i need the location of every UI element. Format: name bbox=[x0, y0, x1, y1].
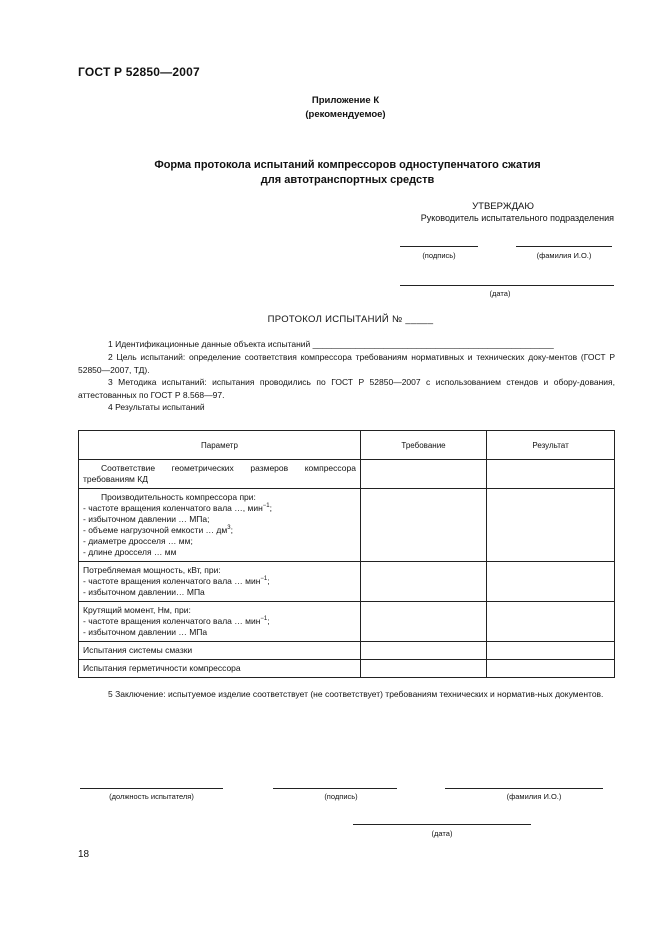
tester-name-line bbox=[445, 788, 603, 789]
item-1: 1 Идентификационные данные объекта испытаний ___________________________________________________ bbox=[108, 339, 554, 349]
param-lead: Испытания герметичности компрессора bbox=[83, 663, 241, 673]
param-lead: Крутящий момент, Нм, при: bbox=[83, 605, 191, 615]
table-row bbox=[79, 460, 615, 489]
requirement-cell bbox=[360, 489, 486, 562]
table-row bbox=[79, 642, 615, 660]
param-cell bbox=[79, 489, 361, 562]
item-2: 2 Цель испытаний: определение соответствия компрессора требованиям нормативных и технических доку-ментов (ГОСТ Р 52850—2007, ТД). bbox=[78, 352, 615, 375]
form-title-line-2: для автотранспортных средств bbox=[260, 174, 435, 186]
standard-code: ГОСТ Р 52850—2007 bbox=[78, 65, 200, 79]
param-line: - избыточном давлении… МПа bbox=[83, 587, 205, 597]
table-row bbox=[79, 489, 615, 562]
tester-date-caption: (дата) bbox=[431, 829, 453, 838]
tester-position-caption: (должность испытателя) bbox=[109, 792, 194, 801]
param-line: - объеме нагрузочной емкости … $дм^3$; bbox=[83, 525, 233, 535]
approval-date-line bbox=[400, 285, 614, 286]
approver-signature-caption: (подпись) bbox=[422, 251, 456, 260]
param-cell bbox=[79, 562, 361, 602]
tester-position-line bbox=[80, 788, 223, 789]
approver-name-caption: (фамилия И.О.) bbox=[536, 251, 592, 260]
requirement-cell bbox=[360, 460, 486, 489]
requirement-cell bbox=[360, 562, 486, 602]
param-line: - частоте вращения коленчатого вала … мин$^{-1}$; bbox=[83, 616, 270, 626]
param-lead: Испытания системы смазки bbox=[83, 645, 193, 655]
annex-subtitle: (рекомендуемое) bbox=[305, 109, 386, 120]
protocol-title: ПРОТОКОЛ ИСПЫТАНИЙ № _____ bbox=[267, 314, 434, 325]
param-line: - избыточном давлении … МПа; bbox=[83, 514, 210, 524]
approver-name-line bbox=[516, 246, 612, 247]
param-lead: Производительность компрессора при: bbox=[101, 492, 256, 502]
result-cell bbox=[487, 602, 615, 642]
item-3: 3 Методика испытаний: испытания проводились по ГОСТ Р 52850—2007 с использованием стендов и обору-дования, аттестованных по ГОСТ Р 8.568—97. bbox=[78, 377, 615, 400]
approval-date-caption: (дата) bbox=[489, 289, 511, 298]
param-lead: Потребляемая мощность, кВт, при: bbox=[83, 565, 221, 575]
result-cell bbox=[487, 562, 615, 602]
result-cell bbox=[487, 489, 615, 562]
param-line: - частоте вращения коленчатого вала …, мин$^{-1}$; bbox=[83, 503, 272, 513]
tester-date-line bbox=[353, 824, 531, 825]
result-cell bbox=[487, 642, 615, 660]
form-title-line-1: Форма протокола испытаний компрессоров одноступенчатого сжатия bbox=[154, 159, 541, 171]
approver-role: Руководитель испытательного подразделения bbox=[420, 213, 614, 223]
requirement-cell bbox=[360, 602, 486, 642]
result-cell bbox=[487, 660, 615, 678]
param-cell bbox=[79, 660, 361, 678]
col-header-result: Результат bbox=[487, 431, 615, 460]
results-table bbox=[78, 430, 615, 678]
result-cell bbox=[487, 460, 615, 489]
table-row bbox=[79, 562, 615, 602]
annex-title: Приложение К bbox=[311, 95, 380, 106]
col-header-requirement: Требование bbox=[360, 431, 486, 460]
form-title bbox=[80, 158, 615, 188]
param-cell bbox=[79, 642, 361, 660]
table-header-row bbox=[79, 431, 615, 460]
requirement-cell bbox=[360, 660, 486, 678]
tester-signature-line bbox=[273, 788, 397, 789]
param-lead: Соответствие геометрических размеров компрессора требованиям КД bbox=[83, 463, 356, 484]
param-line: - частоте вращения коленчатого вала … мин$^{-1}$; bbox=[83, 576, 270, 586]
page-number: 18 bbox=[78, 849, 90, 860]
param-cell bbox=[79, 460, 361, 489]
approver-signature-line bbox=[400, 246, 478, 247]
param-line: - длине дросселя … мм bbox=[83, 547, 177, 557]
conclusion: 5 Заключение: испытуемое изделие соответствует (не соответствует) требованиям технических и норматив-ных документов. bbox=[108, 689, 604, 699]
table-row bbox=[79, 602, 615, 642]
tester-signature-caption: (подпись) bbox=[324, 792, 358, 801]
param-line: - диаметре дросселя … мм; bbox=[83, 536, 193, 546]
requirement-cell bbox=[360, 642, 486, 660]
param-cell bbox=[79, 602, 361, 642]
item-4: 4 Результаты испытаний bbox=[108, 402, 205, 412]
annex-heading bbox=[0, 94, 661, 122]
tester-name-caption: (фамилия И.О.) bbox=[506, 792, 562, 801]
param-line: - избыточном давлении … МПа bbox=[83, 627, 208, 637]
table-row bbox=[79, 660, 615, 678]
approve-label: УТВЕРЖДАЮ bbox=[472, 201, 534, 212]
col-header-parameter: Параметр bbox=[79, 431, 361, 460]
